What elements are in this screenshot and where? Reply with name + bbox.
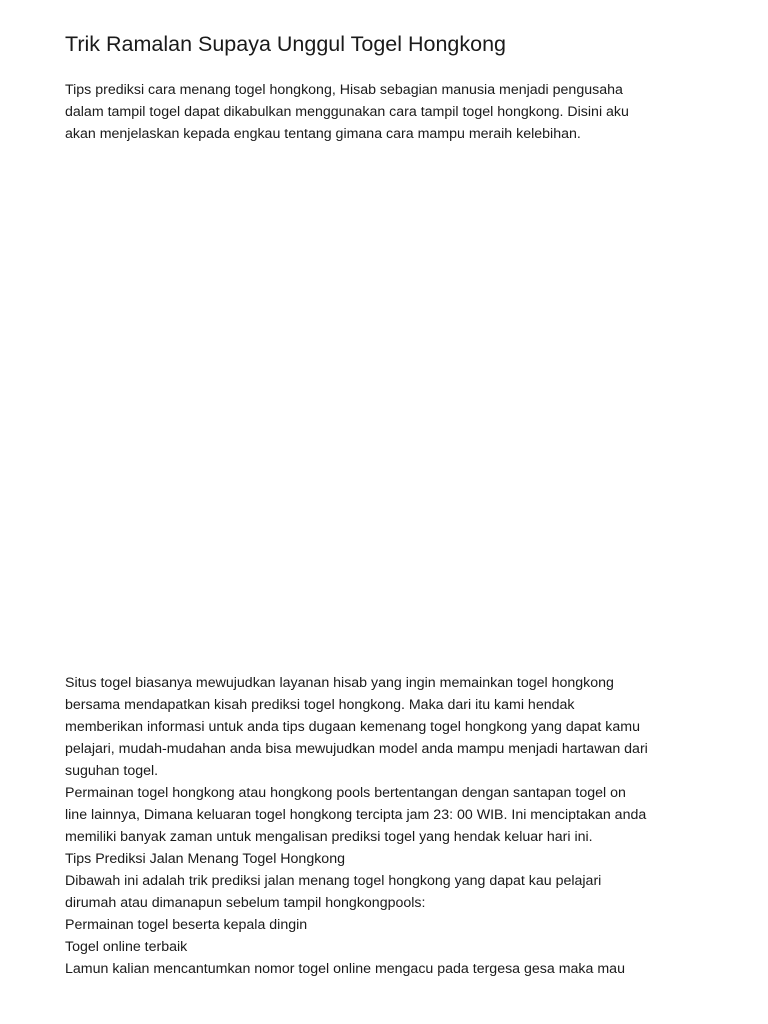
body-line: dirumah atau dimanapun sebelum tampil hongkongpools:	[65, 895, 426, 911]
intro-line: akan menjelaskan kepada engkau tentang gimana cara mampu meraih kelebihan.	[65, 126, 581, 142]
intro-paragraph	[65, 79, 705, 145]
page-title: Trik Ramalan Supaya Unggul Togel Hongkong	[65, 32, 507, 56]
body-line: Lamun kalian mencantumkan nomor togel online mengacu pada tergesa gesa maka mau	[65, 961, 625, 977]
body-line: memiliki banyak zaman untuk mengalisan prediksi togel yang hendak keluar hari ini.	[65, 829, 593, 845]
intro-line: dalam tampil togel dapat dikabulkan menggunakan cara tampil togel hongkong. Disini aku	[65, 104, 629, 120]
body-line: Situs togel biasanya mewujudkan layanan hisab yang ingin memainkan togel hongkong	[65, 675, 614, 691]
section-heading: Tips Prediksi Jalan Menang Togel Hongkong	[65, 851, 345, 867]
intro-line: Tips prediksi cara menang togel hongkong, Hisab sebagian manusia menjadi pengusaha	[65, 82, 623, 98]
list-item: Togel online terbaik	[65, 939, 188, 955]
body-line: Permainan togel hongkong atau hongkong pools bertentangan dengan santapan togel on	[65, 785, 626, 801]
list-item: Permainan togel beserta kepala dingin	[65, 917, 308, 933]
body-line: memberikan informasi untuk anda tips dugaan kemenang togel hongkong yang dapat kamu	[65, 719, 640, 735]
body-line: suguhan togel.	[65, 763, 159, 779]
body-line: line lainnya, Dimana keluaran togel hongkong tercipta jam 23: 00 WIB. Ini menciptakan anda	[65, 807, 647, 823]
body-line: Dibawah ini adalah trik prediksi jalan menang togel hongkong yang dapat kau pelajari	[65, 873, 602, 889]
body-text	[65, 672, 715, 980]
body-line: pelajari, mudah-mudahan anda bisa mewujudkan model anda mampu menjadi hartawan dari	[65, 741, 648, 757]
body-line: bersama mendapatkan kisah prediksi togel hongkong. Maka dari itu kami hendak	[65, 697, 575, 713]
